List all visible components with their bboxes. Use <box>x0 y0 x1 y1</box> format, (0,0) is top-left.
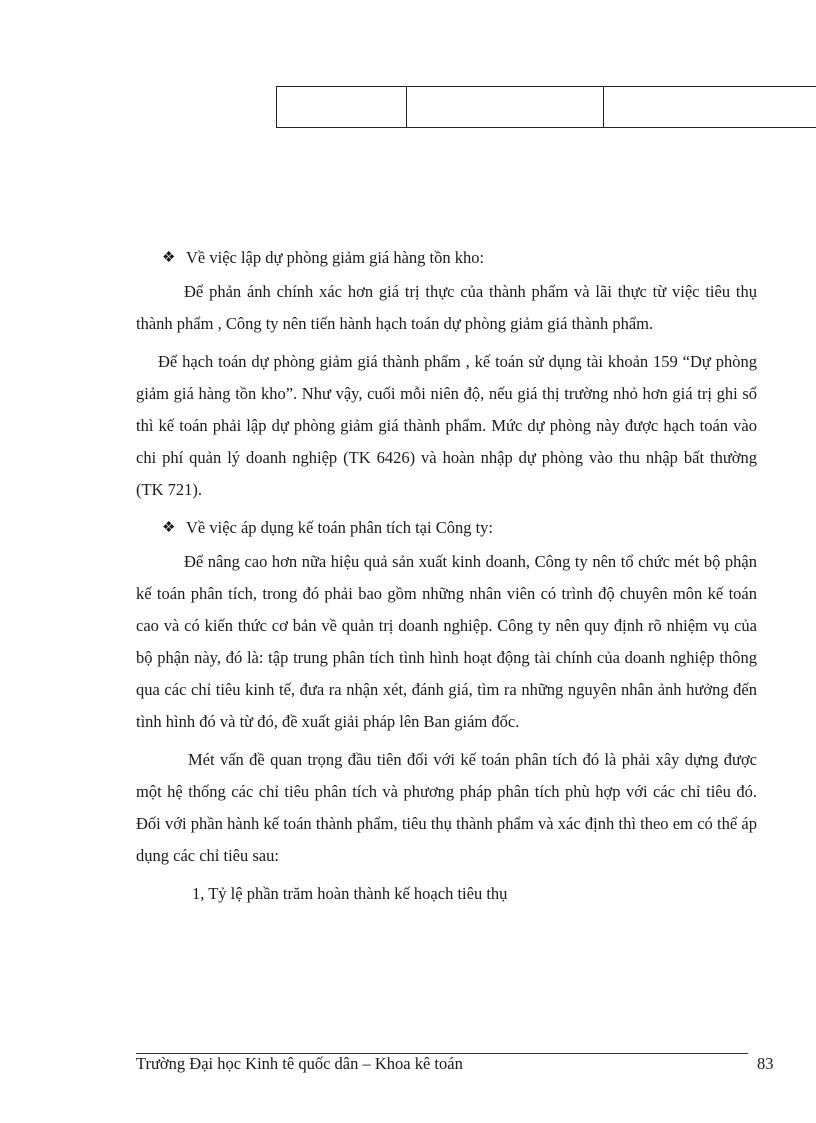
table-row <box>277 87 816 128</box>
top-table-fragment <box>276 86 816 128</box>
bullet-heading-analysis <box>136 512 757 544</box>
paragraph: Mét vấn đề quan trọng đầu tiên đối với kế toán phân tích đó là phải xây dựng được một hệ thống các chỉ tiêu phân tích và phương pháp phân tích phù hợp với các chỉ tiêu đó. Đối với phần hành kế toán thành phẩm, tiêu thụ thành phẩm và xác định thì theo em có thể áp dụng các chỉ tiêu sau: <box>136 750 757 865</box>
bullet-heading-provision <box>136 242 757 274</box>
footer-school-name: Trường Đại học Kinh tê quốc dân – Khoa kê toán <box>136 1054 463 1073</box>
bullet-heading-text: Về việc áp dụng kế toán phân tích tại Công ty: <box>186 518 494 537</box>
page-body <box>136 240 757 910</box>
paragraph: Để hạch toán dự phòng giảm giá thành phẩm , kế toán sử dụng tài khoản 159 “Dự phòng giảm giá hàng tồn kho”. Như vậy, cuối mỗi niên độ, nếu giá thị trường nhỏ hơn giá trị ghi sổ thì kế toán phải lập dự phòng giảm giá thành phẩm. Mức dự phòng này được hạch toán vào chi phí quản lý doanh nghiệp (TK 6426) và hoàn nhập dự phòng vào thu nhập bất thường (TK 721). <box>136 352 757 499</box>
list-item: 1, Tỷ lệ phần trăm hoàn thành kế hoạch tiêu thụ <box>192 884 508 903</box>
diamond-bullet-icon: ❖ <box>162 520 176 536</box>
table-cell <box>406 87 604 128</box>
bullet-heading-text: Về việc lập dự phòng giảm giá hàng tồn kho: <box>186 248 485 267</box>
paragraph: Để phản ánh chính xác hơn giá trị thực của thành phẩm và lãi thực từ việc tiêu thụ thành phẩm , Công ty nên tiến hành hạch toán dự phòng giảm giá thành phẩm. <box>136 282 757 333</box>
table-cell <box>604 87 816 128</box>
table-cell <box>277 87 407 128</box>
diamond-bullet-icon: ❖ <box>162 250 176 266</box>
paragraph: Để nâng cao hơn nữa hiệu quả sản xuất kinh doanh, Công ty nên tổ chức mét bộ phận kế toán phân tích, trong đó phải bao gồm những nhân viên có trình độ chuyên môn kế toán cao và có kiến thức cơ bản về quản trị doanh nghiệp. Công ty nên quy định rõ nhiệm vụ của bộ phận này, đó là: tập trung phân tích tình hình hoạt động tài chính của doanh nghiệp thông qua các chỉ tiêu kinh tế, đưa ra nhận xét, đánh giá, tìm ra những nguyên nhân ảnh hưởng đến tình hình đó và từ đó, đề xuất giải pháp lên Ban giám đốc. <box>136 552 757 731</box>
page-number: 83 <box>757 1054 774 1073</box>
